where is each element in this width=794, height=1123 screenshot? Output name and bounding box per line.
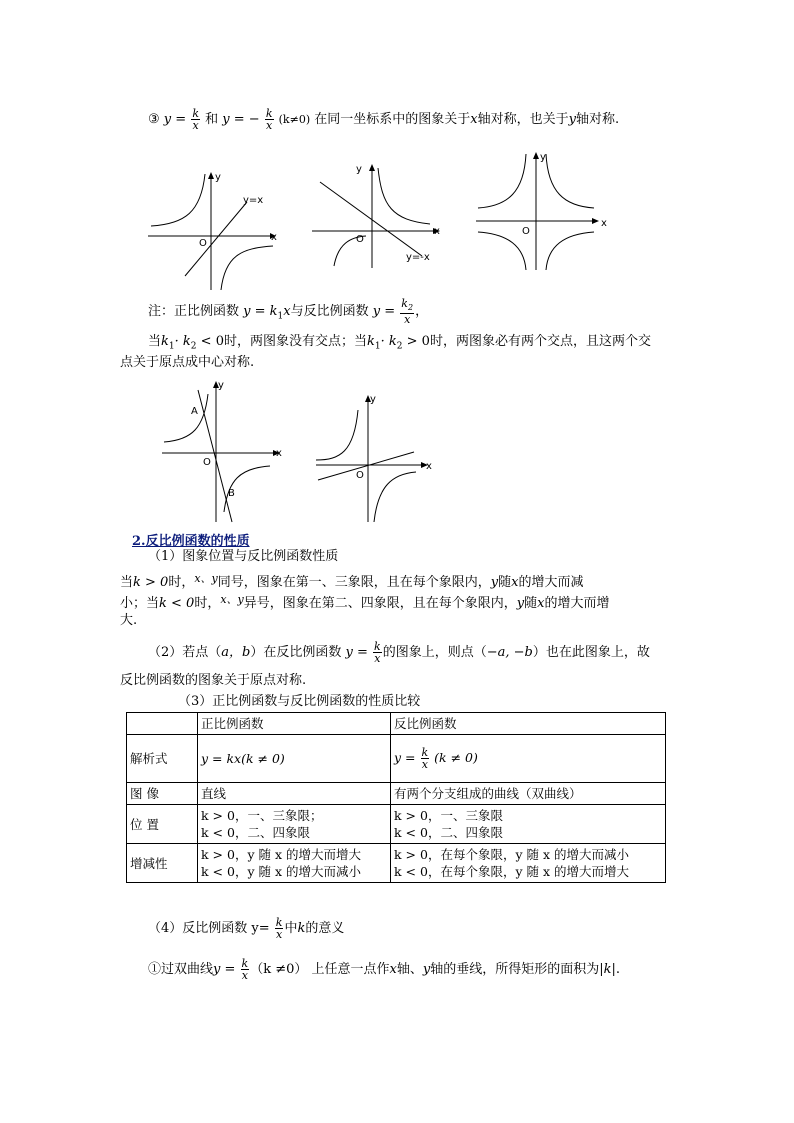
row-label: 图 像 xyxy=(127,783,198,805)
table-row xyxy=(127,844,666,883)
note-line: 注：正比例函数 $y = k_1x$与反比例函数 y = $\frac{k_2}{x}$ ， xyxy=(148,297,429,327)
hyperbola-q3 xyxy=(478,232,526,270)
line-label: y=x xyxy=(243,195,264,206)
hyperbola-q2 xyxy=(478,154,526,208)
origin-label: O xyxy=(356,470,364,481)
y-arrow xyxy=(369,164,375,171)
section2-p2: 当k > 0时，$^{x、y}$同号，图象在第一、三象限，且在每个象限内，y随x的增大而减 xyxy=(120,572,584,590)
y-label: y xyxy=(540,152,546,163)
hyperbola-q3 xyxy=(374,472,416,522)
row-label: 位 置 xyxy=(127,805,198,844)
fraction-k-over-x: $\frac{k}{x}$ xyxy=(265,107,273,132)
table-cell xyxy=(127,713,198,735)
section-title: 2.反比例函数的性质 xyxy=(132,534,250,549)
row-label: 解析式 xyxy=(127,735,198,783)
table-cell: y = $\frac{k}{x}$ (k ≠ 0) xyxy=(391,735,666,783)
y-arrow xyxy=(208,172,214,179)
table-cell: k > 0，一、三象限 k < 0，二、四象限 xyxy=(391,805,666,844)
point-a-label: A xyxy=(191,406,198,417)
table-row xyxy=(127,783,666,805)
note-line-2: 当$k_1\cdot k_2 < 0$时，两图象没有交点；当$k_1\cdot k_2 > 0$时，两图象必有两个交点，且这两个交 xyxy=(148,334,651,352)
hyperbola-branch-4 xyxy=(378,168,430,224)
fraction-k-over-x: $\frac{k}{x}$ xyxy=(241,957,249,982)
section2-p4: 大. xyxy=(120,613,138,628)
x-arrow xyxy=(592,218,599,224)
item4-line: （4）反比例函数 y= $\frac{k}{x}$ 中k的意义 xyxy=(148,916,345,941)
x-label: x xyxy=(434,226,440,237)
hyperbola-q1 xyxy=(316,410,358,460)
hyperbola-branch-1 xyxy=(151,174,205,226)
table-cell: k > 0，在每个象限，y 随 x 的增大而减小 k < 0，在每个象限，y 随 x 的增大而增大 xyxy=(391,844,666,883)
table-cell: y = kx(k ≠ 0) xyxy=(198,735,391,783)
y-label: y xyxy=(356,164,362,175)
row-label: 增减性 xyxy=(127,844,198,883)
section2-p3: 小；当k < 0时，$^{x、y}$异号，图象在第二、四象限，且在每个象限内，y随x的增大而增 xyxy=(120,593,610,611)
section2-q2-cont: 反比例函数的图象关于原点对称. xyxy=(120,673,307,688)
x-label: x xyxy=(426,461,432,472)
hyperbola-q1 xyxy=(546,154,594,208)
section2-q2: （2）若点（a，b）在反比例函数 y = $\frac{k}{x}$ 的图象上，则点（−a, −b）也在此图象上，故 xyxy=(148,640,650,665)
origin-label: O xyxy=(356,234,364,245)
fraction-k-over-x: $\frac{k}{x}$ xyxy=(192,107,199,132)
x-label: x xyxy=(271,232,277,243)
hyperbola-branch-3 xyxy=(221,246,273,290)
note-line-3: 点关于原点成中心对称. xyxy=(120,355,255,370)
table-cell: k > 0，一、三象限； k < 0，二、四象限 xyxy=(198,805,391,844)
comparison-table xyxy=(126,712,666,883)
item4-1-line: ①过双曲线y = $\frac{k}{x}$ （k ≠0） 上任意一点作x轴、y轴的垂线，所得矩形的面积为|k|. xyxy=(148,957,621,982)
origin-label: O xyxy=(203,457,211,468)
hyperbola-q4 xyxy=(546,232,594,270)
fraction-k-over-x: $\frac{k}{x}$ xyxy=(421,746,429,771)
x-label: x xyxy=(276,448,282,459)
section2-q3: （3）正比例函数与反比例函数的性质比较 xyxy=(178,694,421,709)
y-label: y xyxy=(218,380,224,391)
y-label: y xyxy=(370,394,376,405)
section2-p1: （1）图象位置与反比例函数性质 xyxy=(148,549,339,564)
graph-direct-negative xyxy=(308,160,448,270)
table-cell: 有两个分支组成的曲线（双曲线） xyxy=(391,783,666,805)
origin-label: O xyxy=(199,238,207,249)
table-cell: 直线 xyxy=(198,783,391,805)
fraction-k2-over-x: $\frac{k_2}{x}$ xyxy=(401,297,414,327)
graph-two-intersect xyxy=(312,390,442,525)
item3-line: ③ y = $\frac{k}{x}$ 和 y = − $\frac{k}{x}$ (k≠0) 在同一坐标系中的图象关于x轴对称，也关于y轴对称. xyxy=(148,107,620,132)
table-header: 反比例函数 xyxy=(391,713,666,735)
graph-no-intersect xyxy=(158,376,288,526)
line-steep-negative xyxy=(198,390,232,522)
point-b-label: B xyxy=(228,488,235,499)
graph-inverse-both xyxy=(474,148,614,273)
x-label: x xyxy=(601,218,607,229)
line-label: y=-x xyxy=(406,252,430,263)
table-row xyxy=(127,805,666,844)
line-y-x xyxy=(185,202,247,276)
fraction-k-over-x: $\frac{k}{x}$ xyxy=(374,640,381,665)
table-row xyxy=(127,735,666,783)
table-header-row xyxy=(127,713,666,735)
y-label: y xyxy=(215,172,221,183)
table-header: 正比例函数 xyxy=(198,713,391,735)
origin-label: O xyxy=(522,226,530,237)
fraction-k-over-x: $\frac{k}{x}$ xyxy=(275,916,283,941)
y-arrow xyxy=(533,152,539,159)
table-cell: k > 0，y 随 x 的增大而增大 k < 0，y 随 x 的增大而减小 xyxy=(198,844,391,883)
graph-direct-positive xyxy=(145,168,285,293)
